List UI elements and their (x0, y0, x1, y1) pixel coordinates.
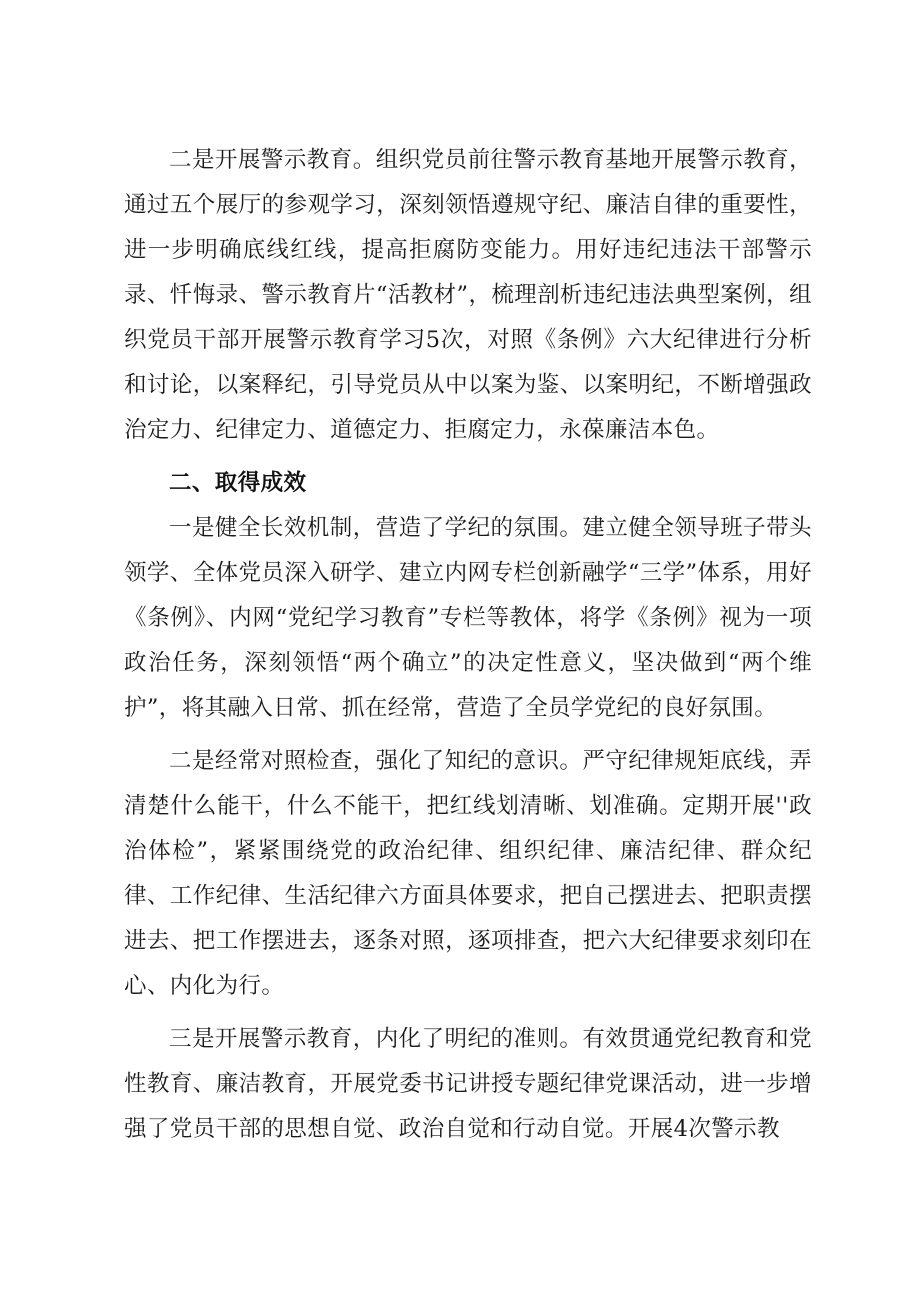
paragraph-regular-check: 二是经常对照检查，强化了知纪的意识。严守纪律规矩底线，弄清楚什么能干，什么不能干，把红线划清晰、划准确。定期开展''政治体检”，紧紧围绕党的政治纪律、组织纪律、廉洁纪律、群众纪律、工作纪律、生活纪律六方面具体要求，把自己摆进去、把职责摆进去、把工作摆进去，逐条对照，逐项排查，把六大纪律要求刻印在心、内化为行。 (124, 748, 812, 999)
paragraph-gap (124, 1009, 812, 1017)
paragraph-long-term-mechanism: 一是健全长效机制，营造了学纪的氛围。建立健全领导班子带头领学、全体党员深入研学、建立内网专栏创新融学“三学”体系，用好《条例》、内网“党纪学习教育”专栏等教体，将学《条例》视为一项政治任务，深刻领悟“两个确立”的决定性意义，坚决做到“两个维护”，将其融入日常、抓在经常，营造了全员学党纪的良好氛围。 (124, 515, 812, 721)
paragraph-gap (124, 731, 812, 739)
paragraph-warning-education-results: 三是开展警示教育，内化了明纪的准则。有效贯通党纪教育和党性教育、廉洁教育，开展党委书记讲授专题纪律党课活动，进一步增强了党员干部的思想自觉、政治自觉和行动自觉。开展4次警示教 (124, 1026, 812, 1142)
section-heading-results: 二、取得成效 (169, 470, 307, 496)
paragraph-gap (124, 453, 812, 461)
paragraph-warning-education: 二是开展警示教育。组织党员前往警示教育基地开展警示教育，通过五个展厅的参观学习，深刻领悟遵规守纪、廉洁自律的重要性，进一步明确底线红线，提高拒腐防变能力。用好违纪违法干部警示录、忏悔录、警示教育片“活教材”，梳理剖析违纪违法典型案例，组织党员干部开展警示教育学习5次，对照《条例》六大纪律进行分析和讨论，以案释纪，引导党员从中以案为鉴、以案明纪，不断增强政治定力、纪律定力、道德定力、拒腐定力，永葆廉洁本色。 (124, 147, 812, 443)
document-body (124, 138, 812, 1152)
